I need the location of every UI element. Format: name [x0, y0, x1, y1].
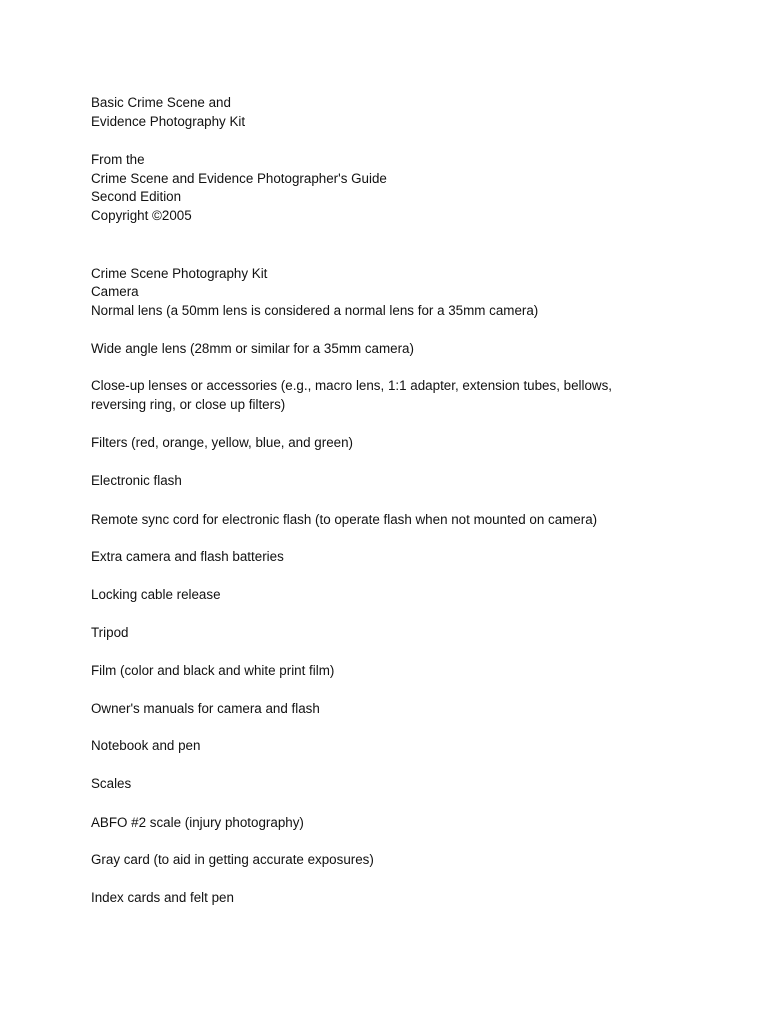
list-item: Locking cable release — [91, 587, 221, 602]
list-item: Owner's manuals for camera and flash — [91, 701, 320, 716]
list-item: Camera — [91, 284, 139, 299]
list-item: Normal lens (a 50mm lens is considered a normal lens for a 35mm camera) — [91, 303, 539, 318]
title-line-2: Evidence Photography Kit — [91, 114, 246, 129]
list-item: Wide angle lens (28mm or similar for a 35mm camera) — [91, 341, 414, 356]
list-item: Gray card (to aid in getting accurate exposures) — [91, 852, 374, 867]
list-item: Scales — [91, 776, 132, 791]
kit-heading: Crime Scene Photography Kit — [91, 266, 268, 281]
list-item: Filters (red, orange, yellow, blue, and green) — [91, 435, 353, 450]
list-item: Index cards and felt pen — [91, 890, 234, 905]
list-item: Close-up lenses or accessories (e.g., macro lens, 1:1 adapter, extension tubes, bellows, reversing ring, or close up filters) — [91, 378, 613, 412]
edition: Second Edition — [91, 189, 182, 204]
list-item: Remote sync cord for electronic flash (to operate flash when not mounted on camera) — [91, 512, 598, 527]
from-label: From the — [91, 152, 145, 167]
list-item: Notebook and pen — [91, 738, 201, 753]
title-line-1: Basic Crime Scene and — [91, 95, 231, 110]
list-item: Tripod — [91, 625, 129, 640]
source-title: Crime Scene and Evidence Photographer's Guide — [91, 171, 387, 186]
list-item: Extra camera and flash batteries — [91, 549, 284, 564]
list-item: Film (color and black and white print film) — [91, 663, 335, 678]
list-item: ABFO #2 scale (injury photography) — [91, 815, 304, 830]
copyright: Copyright ©2005 — [91, 208, 192, 223]
list-item: Electronic flash — [91, 473, 182, 488]
